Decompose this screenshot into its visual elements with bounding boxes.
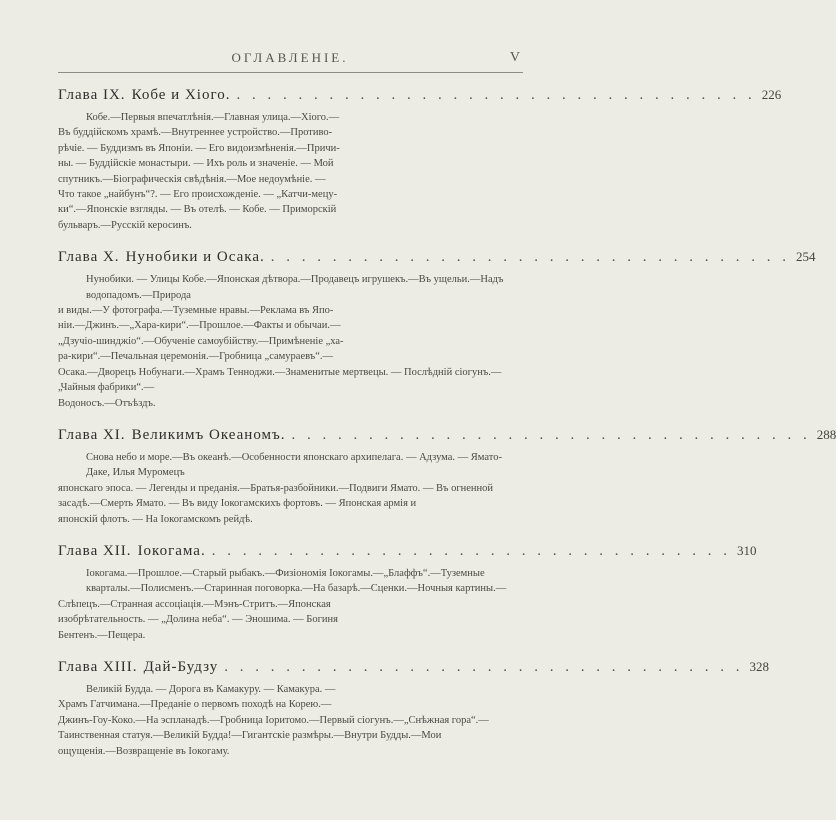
summary-line: ны. — Буддійскіе монастыри. — Ихъ роль и значеніе. — Мой	[58, 158, 334, 170]
chapter-heading	[58, 246, 816, 268]
chapter-heading	[58, 540, 757, 562]
summary-line: Кобе.—Первыя впечатлѣнія.—Главная улица.—Хіого.—	[86, 112, 340, 123]
chapter-title: Кобе и Хіого.	[131, 87, 231, 103]
chapter-entry	[58, 424, 836, 527]
chapter-summary	[58, 110, 520, 233]
chapter-page-number: 288	[816, 426, 836, 442]
chapter-entry	[58, 656, 769, 759]
chapter-summary	[58, 682, 520, 759]
summary-line: бульваръ.—Русскій керосинъ.	[58, 219, 192, 231]
summary-line: Джинъ-Гоу-Коко.—На эспланадѣ.—Гробница Іоритомо.—Первый сіогунъ.—„Снѣжная гора“.—Таинственная статуя.—Великій Будда!—Гигантскіе размѣры.—Внутри Будды.—Мои	[58, 714, 489, 742]
chapter-summary	[58, 566, 520, 643]
summary-line: Слѣпецъ.—Странная ассоціація.—Мэнъ-Стритъ.—Японская	[58, 598, 331, 610]
chapter-entry	[58, 84, 782, 233]
chapter-entry	[58, 246, 816, 411]
dot-leader: . . . . . . . . . . . . . . . . . . . . . . . . . . . . . . . . . .	[211, 542, 731, 559]
chapter-label: Глава IX.	[58, 87, 126, 103]
dot-leader: . . . . . . . . . . . . . . . . . . . . . . . . . . . . . . . . . .	[291, 426, 811, 443]
chapter-title: Іокогама.	[137, 542, 206, 559]
summary-line: ки“.—Японскіе взгляды. — Въ отелѣ. — Кобе. — Приморскій	[58, 204, 337, 216]
summary-line: Снова небо и море.—Въ океанѣ.—Особенности японскаго архипелага. — Адзума. — Ямато-Даке, Илья Муромецъ	[86, 451, 502, 479]
chapter-label: Глава XI.	[58, 426, 126, 443]
summary-line: ощущенія.—Возвращеніе въ Іокогаму.	[58, 745, 230, 757]
table-of-contents	[58, 84, 836, 772]
chapter-page-number: 254	[795, 249, 816, 265]
summary-line: ніи.—Джинъ.—„Хара-кири“.—Прошлое.—Факты и обычаи.—	[58, 320, 341, 332]
summary-line: изобрѣтательность. — „Долина неба“. — Эношима. — Богиня	[58, 614, 338, 626]
chapter-summary	[58, 272, 520, 411]
chapter-heading	[58, 656, 769, 678]
summary-line: рѣчіе. — Буддизмъ въ Японіи. — Его видоизмѣненія.—Причи-	[58, 142, 340, 154]
chapter-summary	[58, 450, 520, 527]
chapter-page-number: 310	[736, 542, 757, 558]
dot-leader: . . . . . . . . . . . . . . . . . . . . . . . . . . . . . . . . . .	[236, 87, 756, 103]
chapter-label: Глава XIII.	[58, 658, 138, 675]
chapter-label: Глава XII.	[58, 542, 132, 559]
summary-line: Храмъ Гатчимана.—Преданіе о первомъ походѣ на Корею.—	[58, 699, 332, 711]
summary-line: Великій Будда. — Дорога въ Камакуру. — Камакура. —	[86, 683, 336, 695]
summary-line: Бентенъ.—Пещера.	[58, 629, 146, 641]
page-number: V	[509, 50, 520, 65]
summary-line: спутникъ.—Біографическія свѣдѣнія.—Мое недоумѣніе. —	[58, 173, 326, 185]
page-title: ОГЛАВЛЕНІЕ.	[231, 50, 349, 65]
chapter-label: Глава X.	[58, 249, 120, 266]
chapter-page-number: 226	[761, 87, 782, 102]
chapter-title: Дай-Будзу	[143, 658, 219, 675]
header-rule	[58, 72, 523, 73]
summary-line: Осака.—Дворецъ Нобунаги.—Храмъ Тенноджи.—Знаменитые мертвецы. — Послѣдній сіогунъ.—„Чайныя фабрики“.—	[58, 366, 502, 394]
summary-line: „Дзучіо-шинджіо“.—Обученіе самоубійству.—Примѣненіе „ха-	[58, 335, 344, 347]
dot-leader: . . . . . . . . . . . . . . . . . . . . . . . . . . . . . . . . . .	[224, 658, 744, 675]
chapter-entry	[58, 540, 757, 643]
chapter-title: Великимъ Океаномъ.	[131, 426, 286, 443]
chapter-heading	[58, 84, 782, 106]
summary-line: японскаго эпоса. — Легенды и преданія.—Братья-разбойники.—Подвиги Ямато. — Въ огненной засадѣ.—Смерть Ямато. — Въ виду Іокогамскихъ фортовъ. — Японская армія и	[58, 482, 494, 510]
summary-line: Іокогама.—Прошлое.—Старый рыбакъ.—Физіономія Іокогамы.—„Блаффъ“.—Туземные кварталы.—Полисменъ.—Старинная поговорка.—На базарѣ.—Сценки.—Ночныя картины.—	[86, 567, 507, 595]
summary-line: Въ буддійскомъ храмѣ.—Внутреннее устройство.—Противо-	[58, 127, 333, 139]
dot-leader: . . . . . . . . . . . . . . . . . . . . . . . . . . . . . . . . . .	[270, 249, 790, 266]
page-header	[60, 50, 520, 68]
summary-line: Нунобики. — Улицы Кобе.—Японская дѣтвора.—Продавецъ игрушекъ.—Въ ущельи.—Надъ водопадомъ.—Природа	[86, 274, 504, 301]
summary-line: и виды.—У фотографа.—Туземные нравы.—Реклама въ Япо-	[58, 305, 334, 317]
summary-line: японскій флотъ. — На Іокогамскомъ рейдѣ.	[58, 513, 253, 525]
chapter-title: Нунобики и Осака.	[125, 249, 265, 266]
chapter-page-number: 328	[749, 658, 769, 674]
chapter-heading	[58, 424, 836, 446]
summary-line: Водоносъ.—Отъѣздъ.	[58, 397, 156, 409]
summary-line: ра-кири“.—Печальная церемонія.—Гробница „самураевъ“.—	[58, 351, 334, 363]
summary-line: Что такое „найбунъ“?. — Его происхожденіе. — „Катчи-мецу-	[58, 189, 338, 201]
